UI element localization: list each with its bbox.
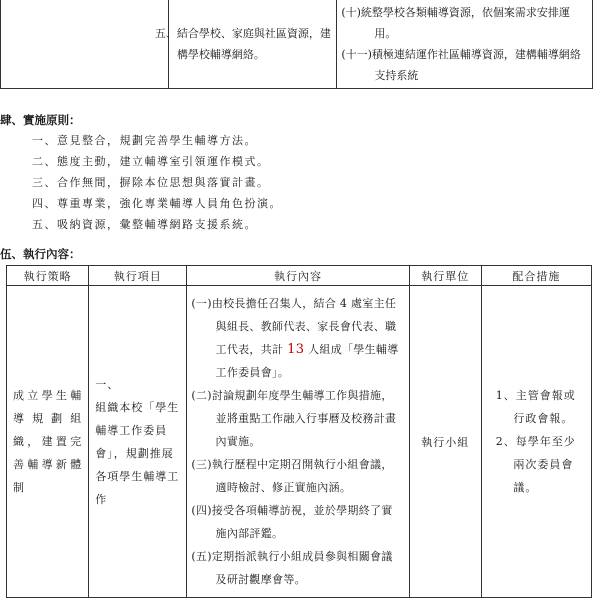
content-cell [187, 286, 409, 598]
strategy-cell: 成立學生輔導規劃組織，建置完善輔導新體制 [7, 286, 89, 598]
unit-cell: 執行小組 [409, 286, 481, 598]
principles-heading: 肆、實施原則： [0, 113, 81, 127]
execution-item-cell: 五、結合學校、家庭與社區資源，建構學校輔導網絡。 [168, 0, 336, 89]
content-item: (十一)積極連結運作社區輔導資源，建構輔導網絡支持系統 [341, 48, 581, 82]
list-item: 一、意見整合，規劃完善學生輔導方法。 [32, 134, 257, 147]
empty-cell [1, 0, 169, 89]
previous-table-fragment [0, 0, 593, 89]
execution-table [6, 265, 592, 598]
content-item: (十)統整學校各類輔導資源，依個案需求安排運用。 [341, 6, 570, 40]
column-header: 執行單位 [409, 266, 481, 286]
content-item: (二)討論規劃年度學生輔導工作與措施，並將重點工作融入行事曆及校務計畫內實施。 [191, 389, 397, 448]
content-text: (一)由校長擔任召集人，結合 4 處室主任與組長、教師代表、家長會代表、職工代表，共計 [191, 297, 397, 356]
content-item: (三)執行歷程中定期召開執行小組會議，適時檢討、修正實施內涵。 [191, 458, 393, 494]
measure-item: 2、每學年至少兩次委員會議。 [495, 435, 576, 494]
content-item [191, 292, 402, 384]
member-count: 13 [287, 342, 305, 357]
measure-item: 1、主管會報或行政會報。 [495, 389, 576, 425]
table-header-row [7, 266, 592, 286]
list-item: 五、吸納資源，彙整輔導網路支援系統。 [32, 218, 257, 231]
list-item: 二、態度主動，建立輔導室引領運作模式。 [32, 155, 270, 168]
item-number: 一、 [95, 377, 120, 391]
column-header: 執行項目 [89, 266, 187, 286]
content-item: (五)定期指派執行小組成員參與相關會議及研討觀摩會等。 [191, 550, 393, 586]
measures-cell [481, 286, 591, 598]
column-header: 執行策略 [7, 266, 89, 286]
table-row [7, 286, 592, 598]
content-item: (四)接受各項輔導訪視，並於學期終了實施內部評鑑。 [191, 504, 393, 540]
execution-content-cell [337, 0, 593, 89]
execution-heading: 伍、執行內容： [0, 247, 81, 261]
column-header: 執行內容 [187, 266, 409, 286]
table-row [1, 0, 593, 89]
item-cell [89, 286, 187, 598]
column-header: 配合措施 [481, 266, 591, 286]
content-text: 人組成「學生輔導工作委員會」。 [215, 343, 399, 379]
list-item: 三、合作無間，摒除本位思想與落實計畫。 [32, 176, 270, 189]
item-text: 組織本校「學生輔導工作委員會」，規劃推展各項學生輔導工作 [95, 400, 180, 506]
principles-list [32, 130, 282, 235]
list-item: 四、尊重專業，強化專業輔導人員角色扮演。 [32, 197, 282, 210]
